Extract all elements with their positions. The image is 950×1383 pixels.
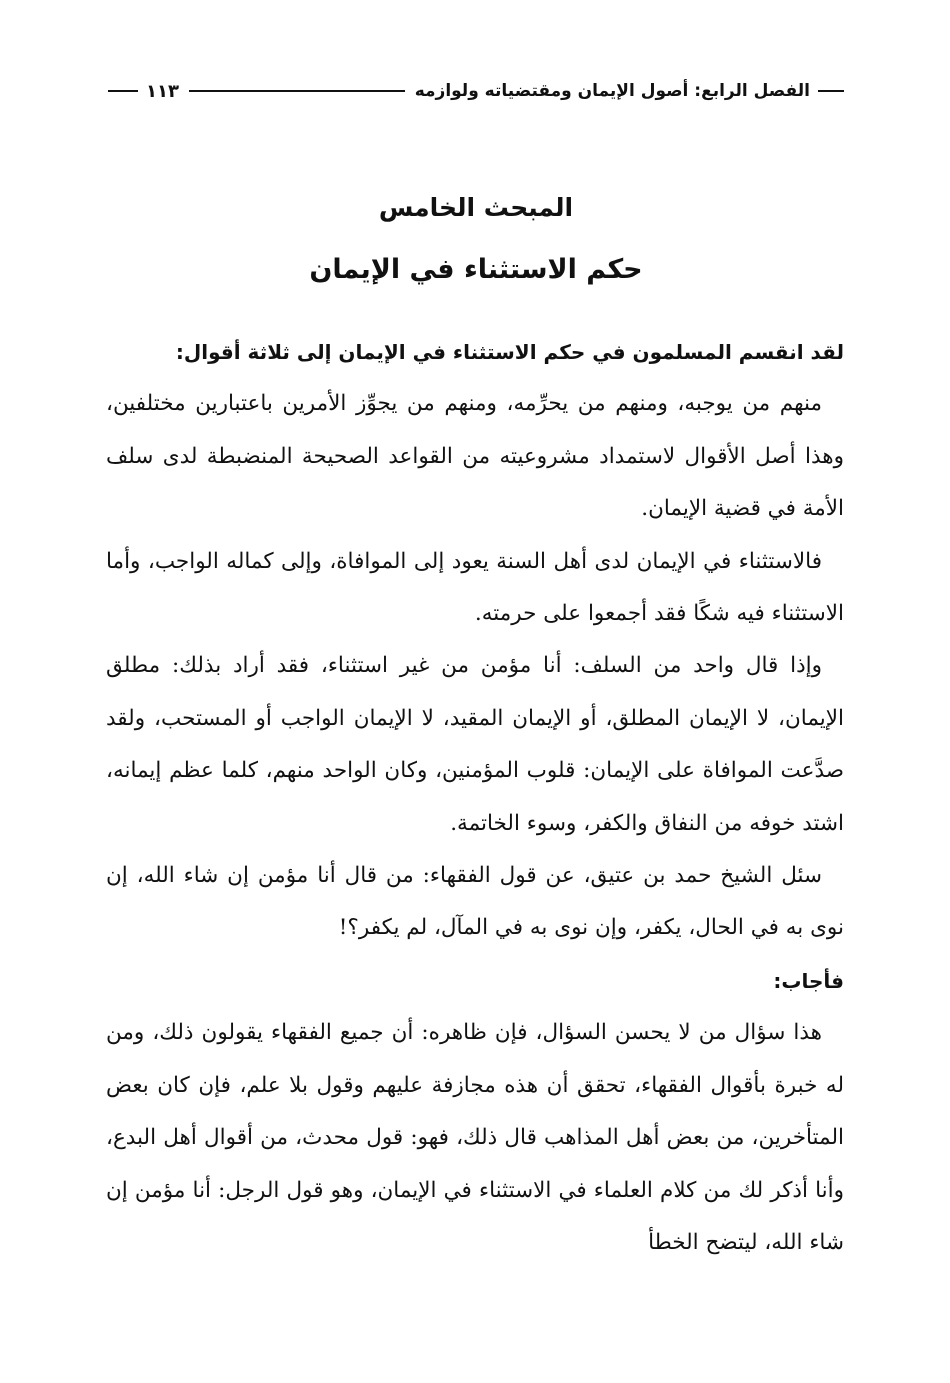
section-heading: المبحث الخامس (378, 193, 574, 222)
paragraph: وإذا قال واحد من السلف: أنا مؤمن من غير استثناء، فقد أراد بذلك: مطلق الإيمان، لا الإيمان المطلق، أو الإيمان المقيد، لا الإيمان الواجب أو المستحب، ولقد صدَّعت الموافاة على الإيمان: قلوب المؤمنين، وكان الواحد منهم، كلما عظم إيمانه، اشتد خوفه من النفاق والكفر، وسوء الخاتمة. (106, 653, 844, 836)
page-number: ١١٣ (146, 80, 179, 102)
paragraph: لقد انقسم المسلمون في حكم الاستثناء في الإيمان إلى ثلاثة أقوال: (175, 340, 844, 364)
chapter-title: الفصل الرابع: أصول الإيمان ومقتضياته ولوازمه (414, 81, 810, 101)
paragraph: فالاستثناء في الإيمان لدى أهل السنة يعود إلى الموافاة، وإلى كماله الواجب، وأما الاستثناء فيه شكًا فقد أجمعوا على حرمته. (106, 548, 844, 627)
paragraph: سئل الشيخ حمد بن عتيق، عن قول الفقهاء: من قال أنا مؤمن إن شاء الله، إن نوى به في الحال، يكفر، وإن نوى به في المآل، لم يكفر؟! (106, 863, 844, 941)
header-rule (189, 90, 405, 92)
body-text (106, 326, 844, 1269)
running-header (108, 76, 844, 106)
section-title: حكم الاستثناء في الإيمان (309, 254, 643, 285)
paragraph: منهم من يوجبه، ومنهم من يحرِّمه، ومنهم من يجوِّز الأمرين باعتبارين مختلفين، وهذا أصل الأقوال لاستمداد مشروعيته من القواعد الصحيحة المنضبطة لدى سلف الأمة في قضية الإيمان. (106, 391, 844, 522)
header-rule (818, 90, 844, 92)
paragraph: فأجاب: (773, 968, 844, 993)
header-rule (108, 90, 138, 92)
paragraph: هذا سؤال من لا يحسن السؤال، فإن ظاهره: أن جميع الفقهاء يقولون ذلك، ومن له خبرة بأقوال الفقهاء، تحقق أن هذه مجازفة عليهم وقول بلا علم، فإن كان بعض المتأخرين، من بعض أهل المذاهب قال ذلك، فهو: قول محدث، من أقوال أهل البدع، وأنا أذكر لك من كلام العلماء في الاستثناء في الإيمان، وهو قول الرجل: أنا مؤمن إن شاء الله، ليتضح الخطأ (106, 1020, 844, 1255)
